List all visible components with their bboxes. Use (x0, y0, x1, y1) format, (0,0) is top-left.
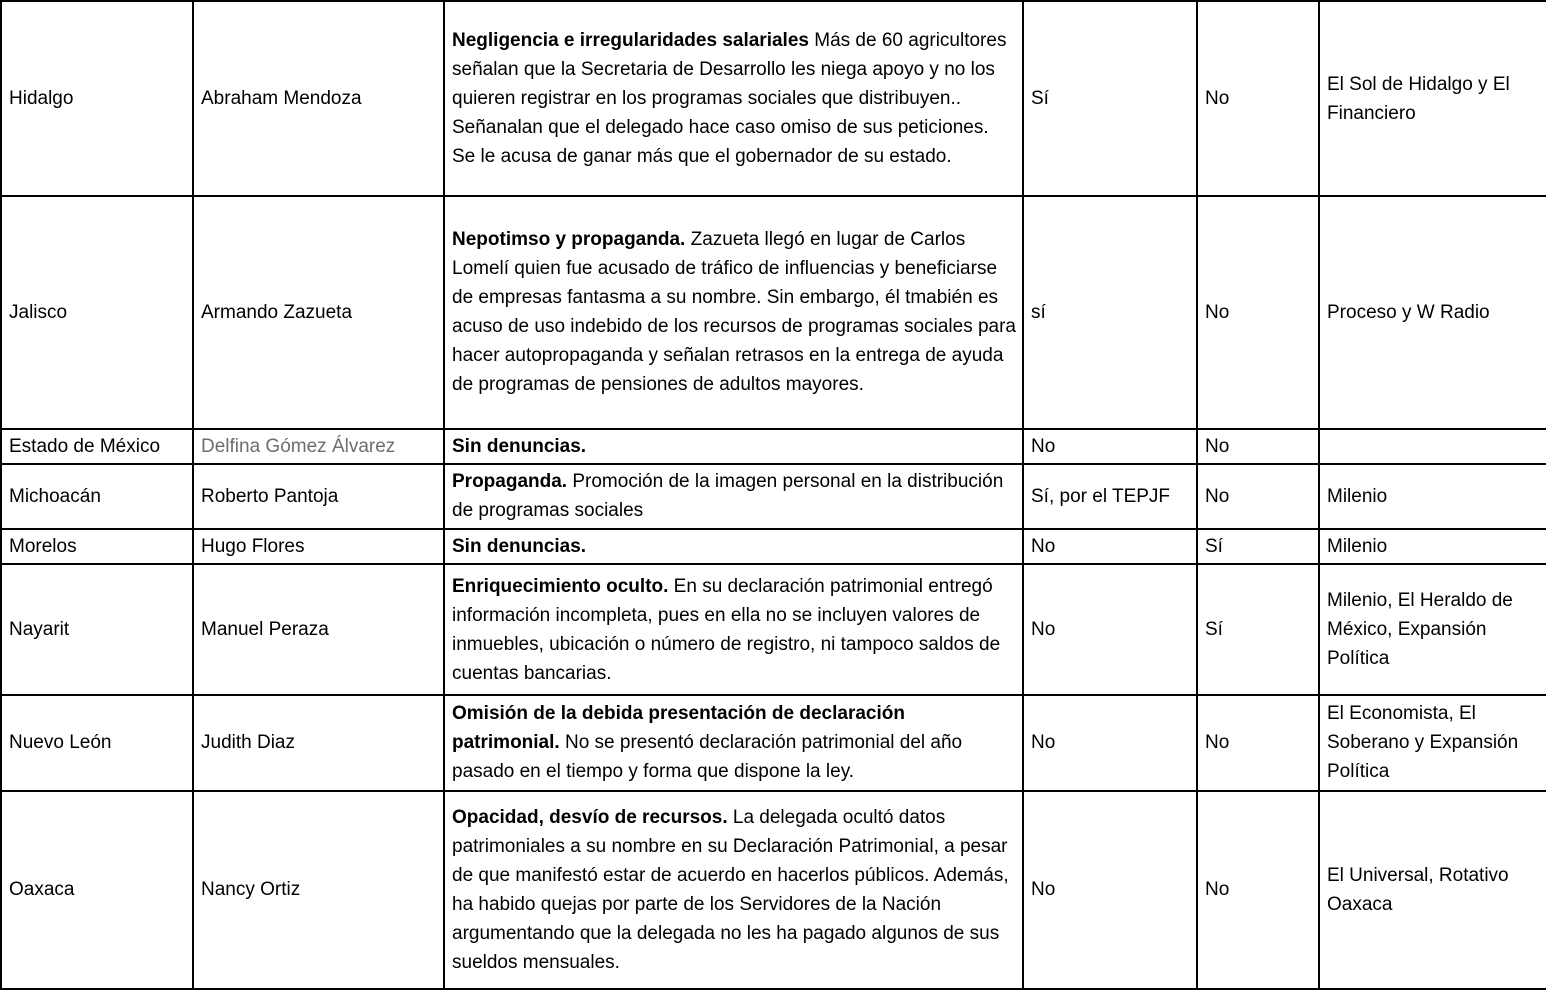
sources-cell (1319, 196, 1546, 428)
state-cell (1, 429, 193, 464)
delegate-name: Hugo Flores (201, 536, 305, 558)
yesno-1-value: Sí (1031, 88, 1049, 110)
allegation-text: En su declaración patrimonial entregó información incompleta, pues en ella no se incluyen valores de inmuebles, ubicación o número de registro, ni tampoco saldos de cuentas bancarias. (452, 575, 1001, 684)
yesno-1-cell (1023, 791, 1197, 989)
table-row (1, 196, 1546, 428)
delegate-name: Armando Zazueta (201, 301, 353, 323)
state-cell (1, 464, 193, 529)
state-label: Nuevo León (9, 732, 112, 754)
allegation-title: Negligencia e irregularidades salariales (452, 30, 809, 52)
delegate-name: Nancy Ortiz (201, 879, 301, 901)
state-cell (1, 196, 193, 428)
yesno-2-cell (1197, 1, 1319, 196)
yesno-1-cell (1023, 529, 1197, 564)
allegation-title: Sin denuncias. (452, 536, 587, 558)
delegate-name: Delfina Gómez Álvarez (201, 435, 396, 457)
state-cell (1, 695, 193, 791)
delegate-name: Roberto Pantoja (201, 485, 339, 507)
table-row (1, 564, 1546, 695)
allegation-cell (444, 1, 1023, 196)
allegation-text: Promoción de la imagen personal en la distribución de programas sociales (452, 471, 1004, 522)
yesno-1-value: No (1031, 619, 1056, 641)
sources-text: El Sol de Hidalgo y El Financiero (1327, 73, 1510, 124)
yesno-2-cell (1197, 529, 1319, 564)
yesno-2-value: No (1205, 879, 1230, 901)
yesno-1-cell (1023, 464, 1197, 529)
state-label: Estado de México (9, 435, 161, 457)
yesno-1-cell (1023, 564, 1197, 695)
allegation-title: Opacidad, desvío de recursos. (452, 806, 728, 828)
delegate-cell (193, 564, 444, 695)
yesno-1-cell (1023, 429, 1197, 464)
allegation-cell (444, 429, 1023, 464)
yesno-1-value: No (1031, 732, 1056, 754)
yesno-2-value: No (1205, 88, 1230, 110)
sources-text: Milenio (1327, 536, 1388, 558)
yesno-2-cell (1197, 196, 1319, 428)
yesno-2-cell (1197, 429, 1319, 464)
sources-text: Proceso y W Radio (1327, 301, 1490, 323)
table-row (1, 529, 1546, 564)
yesno-2-value: No (1205, 732, 1230, 754)
delegate-cell (193, 196, 444, 428)
allegation-title: Omisión de la debida presentación de declaración patrimonial. (452, 703, 905, 754)
yesno-2-cell (1197, 791, 1319, 989)
sources-text: El Economista, El Soberano y Expansión Política (1327, 703, 1519, 783)
yesno-1-value: No (1031, 536, 1056, 558)
yesno-2-cell (1197, 695, 1319, 791)
table-row (1, 695, 1546, 791)
delegate-name: Abraham Mendoza (201, 88, 362, 110)
allegation-cell (444, 791, 1023, 989)
yesno-1-cell (1023, 196, 1197, 428)
delegate-cell (193, 791, 444, 989)
allegation-title: Nepotimso y propaganda. (452, 229, 686, 251)
sources-cell (1319, 564, 1546, 695)
yesno-1-cell (1023, 695, 1197, 791)
state-cell (1, 564, 193, 695)
delegate-name: Judith Diaz (201, 732, 295, 754)
allegation-title: Enriquecimiento oculto. (452, 575, 669, 597)
table-row (1, 1, 1546, 196)
yesno-2-value: Sí (1205, 619, 1223, 641)
yesno-1-value: sí (1031, 301, 1046, 323)
table-row (1, 429, 1546, 464)
sources-cell (1319, 429, 1546, 464)
state-label: Hidalgo (9, 88, 74, 110)
allegation-cell (444, 464, 1023, 529)
sources-cell (1319, 529, 1546, 564)
sources-text: El Universal, Rotativo Oaxaca (1327, 864, 1509, 915)
yesno-2-cell (1197, 464, 1319, 529)
state-label: Oaxaca (9, 879, 75, 901)
sources-cell (1319, 464, 1546, 529)
state-cell (1, 1, 193, 196)
yesno-1-cell (1023, 1, 1197, 196)
yesno-2-cell (1197, 564, 1319, 695)
sources-cell (1319, 791, 1546, 989)
sources-cell (1319, 695, 1546, 791)
sources-cell (1319, 1, 1546, 196)
state-label: Nayarit (9, 619, 70, 641)
state-label: Jalisco (9, 301, 68, 323)
sources-text: Milenio, El Heraldo de México, Expansión Política (1327, 590, 1513, 670)
yesno-1-value: No (1031, 435, 1056, 457)
allegation-text: La delegada ocultó datos patrimoniales a su nombre en su Declaración Patrimonial, a pesar de que manifestó estar de acuerdo en hacerlos públicos. Además, ha habido quejas por parte de los Servidores de la Nación argumentando que la delegada no les ha pagado algunos de sus sueldos mensuales. (452, 806, 1009, 973)
delegate-cell (193, 695, 444, 791)
state-cell (1, 791, 193, 989)
allegation-title: Sin denuncias. (452, 435, 587, 457)
state-label: Morelos (9, 536, 77, 558)
yesno-2-value: No (1205, 301, 1230, 323)
allegation-cell (444, 695, 1023, 791)
yesno-2-value: Sí (1205, 536, 1223, 558)
sources-text: Milenio (1327, 485, 1388, 507)
allegation-text: Más de 60 agricultores señalan que la Secretaria de Desarrollo les niega apoyo y no los quieren registrar en los programas sociales que distribuyen.. Señanalan que el delegado hace caso omiso de sus peticiones. Se le acusa de ganar más que el gobernador de su estado. (452, 30, 1007, 168)
yesno-2-value: No (1205, 485, 1230, 507)
allegation-text: No se presentó declaración patrimonial del año pasado en el tiempo y forma que dispone la ley. (452, 732, 963, 783)
state-cell (1, 529, 193, 564)
yesno-1-value: No (1031, 879, 1056, 901)
allegation-cell (444, 529, 1023, 564)
table-row (1, 791, 1546, 989)
table-row (1, 464, 1546, 529)
state-label: Michoacán (9, 485, 101, 507)
delegate-cell (193, 464, 444, 529)
allegation-cell (444, 196, 1023, 428)
yesno-1-value: Sí, por el TEPJF (1031, 485, 1171, 507)
delegate-cell (193, 429, 444, 464)
delegate-cell (193, 529, 444, 564)
delegate-cell (193, 1, 444, 196)
delegate-name: Manuel Peraza (201, 619, 329, 641)
allegation-cell (444, 564, 1023, 695)
allegation-text: Zazueta llegó en lugar de Carlos Lomelí quien fue acusado de tráfico de influencias y beneficiarse de empresas fantasma a su nombre. Sin embargo, él tmabién es acuso de uso indebido de los recursos de programas sociales para hacer autopropaganda y señalan retrasos en la entrega de ayuda de programas de pensiones de adultos mayores. (452, 229, 1016, 396)
yesno-2-value: No (1205, 435, 1230, 457)
allegation-title: Propaganda. (452, 471, 568, 493)
